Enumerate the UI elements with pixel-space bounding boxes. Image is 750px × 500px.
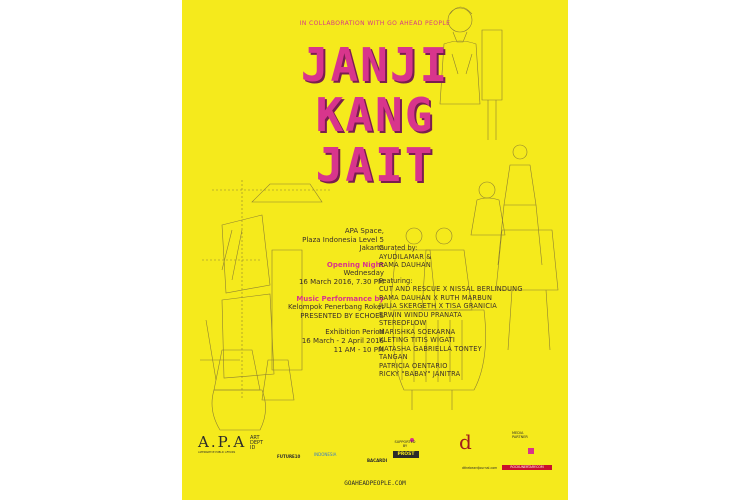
art-dept-logo: ART DEPT ID	[250, 435, 264, 451]
title-line-2: KANG	[315, 88, 435, 142]
featured-artist: KLETING TITIS WIGATI	[379, 336, 456, 344]
media-partner-bar: ROCKUNERTARY.COM	[502, 465, 552, 470]
event-poster	[182, 0, 568, 500]
featuring-heading: Featuring:	[379, 276, 413, 285]
featured-artist: RICKY "BABAY" JANITRA	[379, 370, 461, 378]
curator-2: RAMA DAUHAN	[379, 261, 432, 269]
venue-line-3: Jakarta	[359, 244, 384, 253]
music-heading: Music Performance by	[296, 294, 384, 303]
music-presenter: PRESENTED BY ECHOES	[300, 311, 384, 320]
curated-heading: Curated by:	[379, 244, 418, 252]
exhibition-dates: 16 March - 2 April 2016	[301, 336, 384, 345]
music-performer: Kelompok Penerbang Roket	[287, 303, 384, 312]
opening-day: Wednesday	[343, 269, 384, 278]
featured-artist: JULIA SKERGETH X TISA GRANICIA	[379, 302, 497, 310]
title-line-3: JAIT	[315, 138, 435, 192]
venue-line-1: APA Space,	[344, 227, 384, 235]
featured-artist: CUT AND RESCUE X NISSAL BERLINDUNG	[379, 285, 523, 293]
future10-logo: FUTURE10	[277, 454, 301, 459]
event-details-column	[272, 227, 384, 354]
title-line-1: JANJI	[300, 38, 450, 92]
featured-artist: STEREOFLOW	[379, 319, 427, 327]
opening-heading: Opening Night	[326, 260, 384, 269]
opening-date: 16 March 2016, 7.30 PM	[298, 277, 384, 286]
exhibition-heading: Exhibition Period	[325, 328, 384, 337]
featured-artist: ERWIN WINDU PRANATA	[379, 310, 462, 319]
supported-by-label: SUPPORTED BY	[394, 440, 416, 448]
website-url[interactable]: GOAHEADPEOPLE.COM	[344, 480, 406, 487]
venue-line-2: Plaza Indonesia Level 5	[302, 235, 384, 244]
featured-artist: RAMA DAUHAN X RUTH MARBUN	[379, 293, 493, 302]
apa-subtitle: ALTERNATIVE PUBLIC AFFAIRS	[198, 451, 236, 454]
featured-artist: PATRICIA OENTARIO	[379, 361, 448, 370]
featured-artist: NATASHA GABRIELLA TONTEY	[379, 344, 482, 353]
curator-1: AYUDILAMAR &	[379, 252, 432, 261]
bacardi-logo: BACARDI	[367, 458, 388, 463]
media-url: dthebeardjournal.com	[462, 466, 498, 470]
apa-logo: A.P.A	[198, 433, 247, 451]
prost-logo: PROST	[393, 451, 419, 458]
media-partner-label: MEDIA PARTNER	[512, 431, 528, 439]
featured-artist: TANGAN	[379, 353, 408, 361]
collaboration-line: IN COLLABORATION WITH GO AHEAD PEOPLE	[299, 20, 451, 27]
indonesia-logo: INDONESIA	[314, 452, 337, 457]
d-magazine-logo: d	[459, 430, 472, 454]
featured-artist: MARISHKA SOEKARNA	[379, 327, 456, 336]
curators-column	[379, 244, 539, 379]
exhibition-hours: 11 AM - 10 PM	[333, 345, 384, 354]
